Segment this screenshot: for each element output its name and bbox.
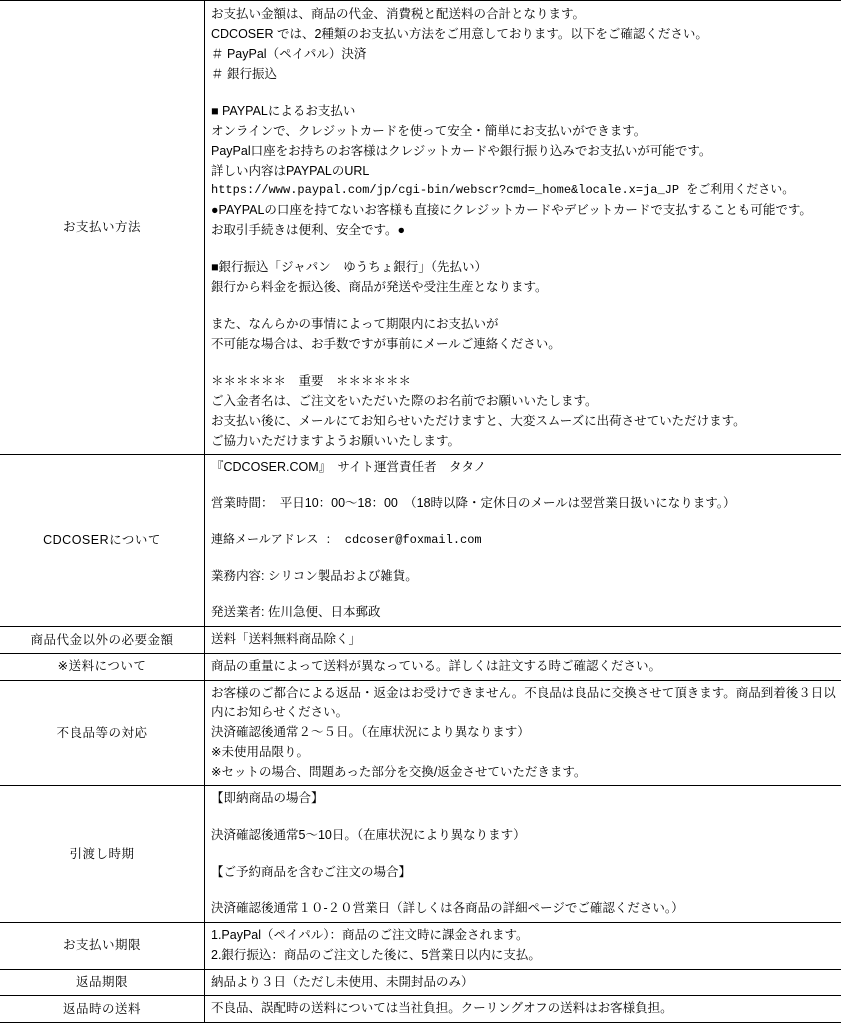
value-line: ※セットの場合、問題あった部分を交換/返金させていただきます。 <box>211 763 837 783</box>
row-label: CDCOSERについて <box>0 454 205 626</box>
value-line: 【即納商品の場合】 <box>211 789 837 809</box>
row-value <box>205 454 841 626</box>
value-line: 営業時間： 平日10：00～18：00 （18時以降・定休日のメールは翌営業日扱いになります。） <box>211 494 837 514</box>
table-row <box>0 454 841 626</box>
value-line: 連絡メールアドレス ： cdcoser@foxmail.com <box>211 531 837 550</box>
spacer <box>211 514 837 531</box>
value-line: ご協力いただけますようお願いいたします。 <box>211 431 837 451</box>
table-row <box>0 923 841 970</box>
row-value <box>205 969 841 996</box>
row-value <box>205 923 841 970</box>
row-label: 返品期限 <box>0 969 205 996</box>
value-line: 商品の重量によって送料が異なっている。詳しくは註文する時ご確認ください。 <box>211 657 837 677</box>
value-line: お支払い金額は、商品の代金、消費税と配送料の合計となります。 <box>211 4 837 24</box>
value-line: ＃ 銀行振込 <box>211 64 837 84</box>
value-line: 銀行から料金を振込後、商品が発送や受注生産となります。 <box>211 277 837 297</box>
value-line: ※未使用品限り。 <box>211 743 837 763</box>
spacer <box>211 846 837 863</box>
value-line: 業務内容: シリコン製品および雑貨。 <box>211 567 837 587</box>
value-line: ■銀行振込「ジャパン ゆうちょ銀行」（先払い） <box>211 257 837 277</box>
row-value <box>205 1 841 455</box>
row-label: ※送料について <box>0 653 205 680</box>
table-row <box>0 627 841 654</box>
value-line: 不可能な場合は、お手数ですが事前にメールご連絡ください。 <box>211 334 837 354</box>
row-label: 返品時の送料 <box>0 996 205 1023</box>
row-value <box>205 627 841 654</box>
value-line: 発送業者: 佐川急便、日本郵政 <box>211 603 837 623</box>
row-label: 不良品等の対応 <box>0 680 205 786</box>
value-line: 2.銀行振込：商品のご注文した後に、5営業日以内に支払。 <box>211 946 837 966</box>
row-label: お支払い方法 <box>0 1 205 455</box>
value-line: 詳しい内容はPAYPALのURL <box>211 161 837 181</box>
table-row <box>0 969 841 996</box>
value-line: 決済確認後通常２～５日。（在庫状況により異なります） <box>211 723 837 743</box>
row-value <box>205 786 841 923</box>
spacer <box>211 809 837 826</box>
value-line: 不良品、誤配時の送料については当社負担。クーリングオフの送料はお客様負担。 <box>211 999 837 1019</box>
value-line: https://www.paypal.com/jp/cgi-bin/webscr?cmd=_home&locale.x=ja_JP をご利用ください。 <box>211 181 837 200</box>
value-line: お客様のご都合による返品・返金はお受けできません。不良品は良品に交換させて頂きます。商品到着後３日以内にお知らせください。 <box>211 684 837 724</box>
spacer <box>211 297 837 314</box>
value-line: ＃ PayPal（ペイパル）決済 <box>211 44 837 64</box>
value-line: また、なんらかの事情によって期限内にお支払いが <box>211 314 837 334</box>
table-row <box>0 1 841 455</box>
value-line: お取引手続きは便利、安全です。● <box>211 220 837 240</box>
value-line: 納品より３日（ただし未使用、未開封品のみ） <box>211 973 837 993</box>
value-line: PayPal口座をお持ちのお客様はクレジットカードや銀行振り込みでお支払いが可能です。 <box>211 141 837 161</box>
value-line: ＊＊＊＊＊＊ 重要 ＊＊＊＊＊＊ <box>211 371 837 391</box>
value-line: オンラインで、クレジットカードを使って安全・簡単にお支払いができます。 <box>211 121 837 141</box>
value-line: 送料「送料無料商品除く」 <box>211 630 837 650</box>
value-line: 【ご予約商品を含むご注文の場合】 <box>211 863 837 883</box>
spacer <box>211 882 837 899</box>
spacer <box>211 477 837 494</box>
table-row <box>0 653 841 680</box>
table-row <box>0 996 841 1023</box>
row-value <box>205 653 841 680</box>
value-line: ご入金者名は、ご注文をいただいた際のお名前でお願いいたします。 <box>211 391 837 411</box>
value-line: 決済確認後通常5～10日。（在庫状況により異なります） <box>211 826 837 846</box>
spacer <box>211 240 837 257</box>
value-line: お支払い後に、メールにてお知らせいただけますと、大変スムーズに出荷させていただけます。 <box>211 411 837 431</box>
spacer <box>211 84 837 101</box>
row-value <box>205 996 841 1023</box>
row-label: 商品代金以外の必要金額 <box>0 627 205 654</box>
value-line: 決済確認後通常１０-２０営業日（詳しくは各商品の詳細ページでご確認ください。） <box>211 899 837 919</box>
row-value <box>205 680 841 786</box>
value-line: ●PAYPALの口座を持てないお客様も直接にクレジットカードやデビットカードで支払することも可能です。 <box>211 200 837 220</box>
spacer <box>211 587 837 604</box>
table-body <box>0 1 841 1023</box>
value-line: CDCOSER では、2種類のお支払い方法をご用意しております。以下をご確認ください。 <box>211 24 837 44</box>
spacer <box>211 550 837 567</box>
row-label: 引渡し時期 <box>0 786 205 923</box>
value-line: 1.PayPal（ペイパル）：商品のご注文時に課金されます。 <box>211 926 837 946</box>
table-row <box>0 786 841 923</box>
value-line: ■ PAYPALによるお支払い <box>211 101 837 121</box>
row-label: お支払い期限 <box>0 923 205 970</box>
table-row <box>0 680 841 786</box>
value-line: 『CDCOSER.COM』 サイト運営責任者 タタノ <box>211 458 837 478</box>
spacer <box>211 354 837 371</box>
